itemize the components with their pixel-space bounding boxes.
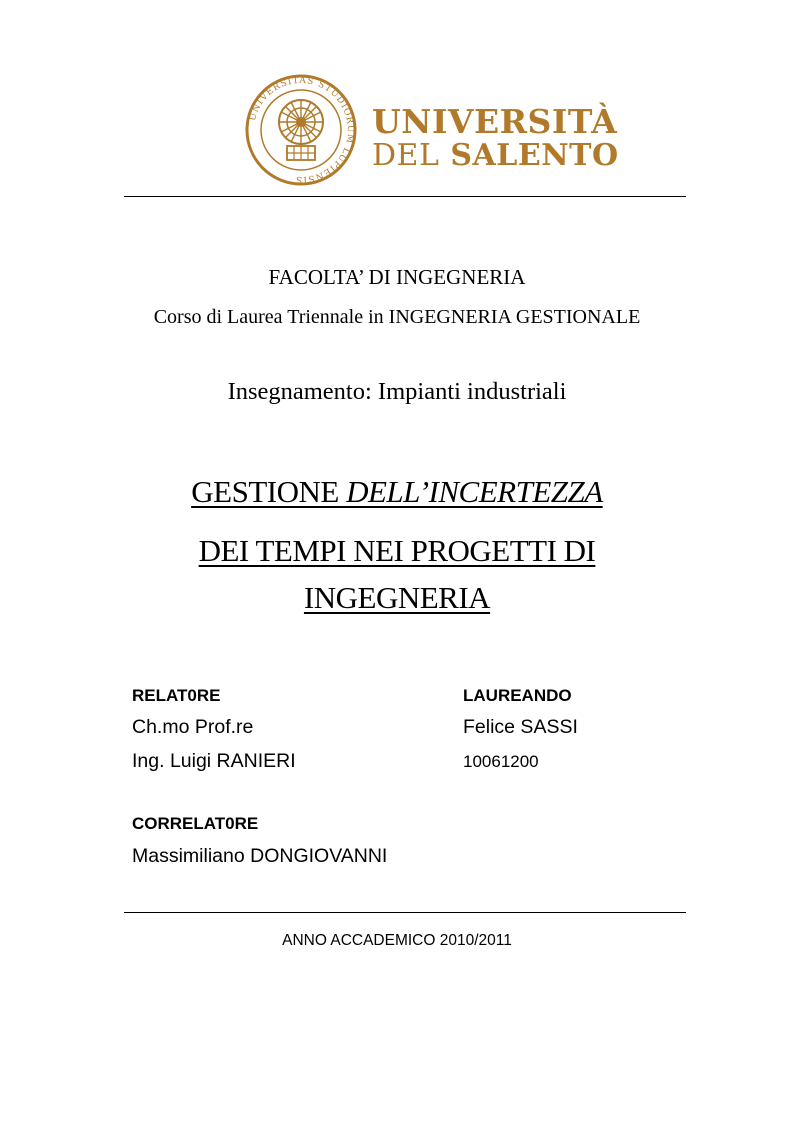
logo-wordmark-line2 <box>372 138 619 173</box>
correlatore-name: Massimiliano DONGIOVANNI <box>132 845 388 867</box>
logo-wordmark-prefix: DEL <box>372 138 440 173</box>
academic-year: ANNO ACCADEMICO 2010/2011 <box>282 932 512 949</box>
title-line3-text: INGEGNERIA <box>303 580 491 615</box>
course-name: Corso di Laurea Triennale in INGEGNERIA GESTIONALE <box>153 306 641 328</box>
bottom-divider <box>124 912 686 913</box>
thesis-title-line3 <box>0 580 794 616</box>
relatore-heading: RELAT0RE <box>132 686 221 705</box>
title-regular-part: GESTIONE <box>191 474 339 509</box>
top-divider <box>124 196 686 197</box>
logo-wordmark-main: SALENTO <box>450 138 619 173</box>
laureando-heading: LAUREANDO <box>463 686 572 705</box>
university-seal-icon <box>240 74 362 186</box>
faculty-name: FACOLTA’ DI INGEGNERIA <box>268 265 526 289</box>
thesis-title-line2 <box>0 533 794 569</box>
correlatore-heading: CORRELAT0RE <box>132 814 259 833</box>
thesis-title-line1 <box>0 474 794 510</box>
laureando-name: Felice SASSI <box>463 716 578 738</box>
title-line2-text: DEI TEMPI NEI PROGETTI DI <box>198 533 596 568</box>
relatore-title: Ch.mo Prof.re <box>132 716 254 738</box>
subject-name: Insegnamento: Impianti industriali <box>227 378 567 405</box>
relatore-name: Ing. Luigi RANIERI <box>132 750 296 772</box>
university-logo <box>240 74 619 186</box>
svg-text:UNIVERSITAS STUDIORUM LUPIENSI: UNIVERSITAS STUDIORUM LUPIENSIS <box>247 75 356 185</box>
laureando-matricola: 10061200 <box>463 752 539 771</box>
logo-wordmark-line1: UNIVERSITÀ <box>372 102 618 141</box>
title-italic-part: DELL’INCERTEZZA <box>346 474 603 509</box>
